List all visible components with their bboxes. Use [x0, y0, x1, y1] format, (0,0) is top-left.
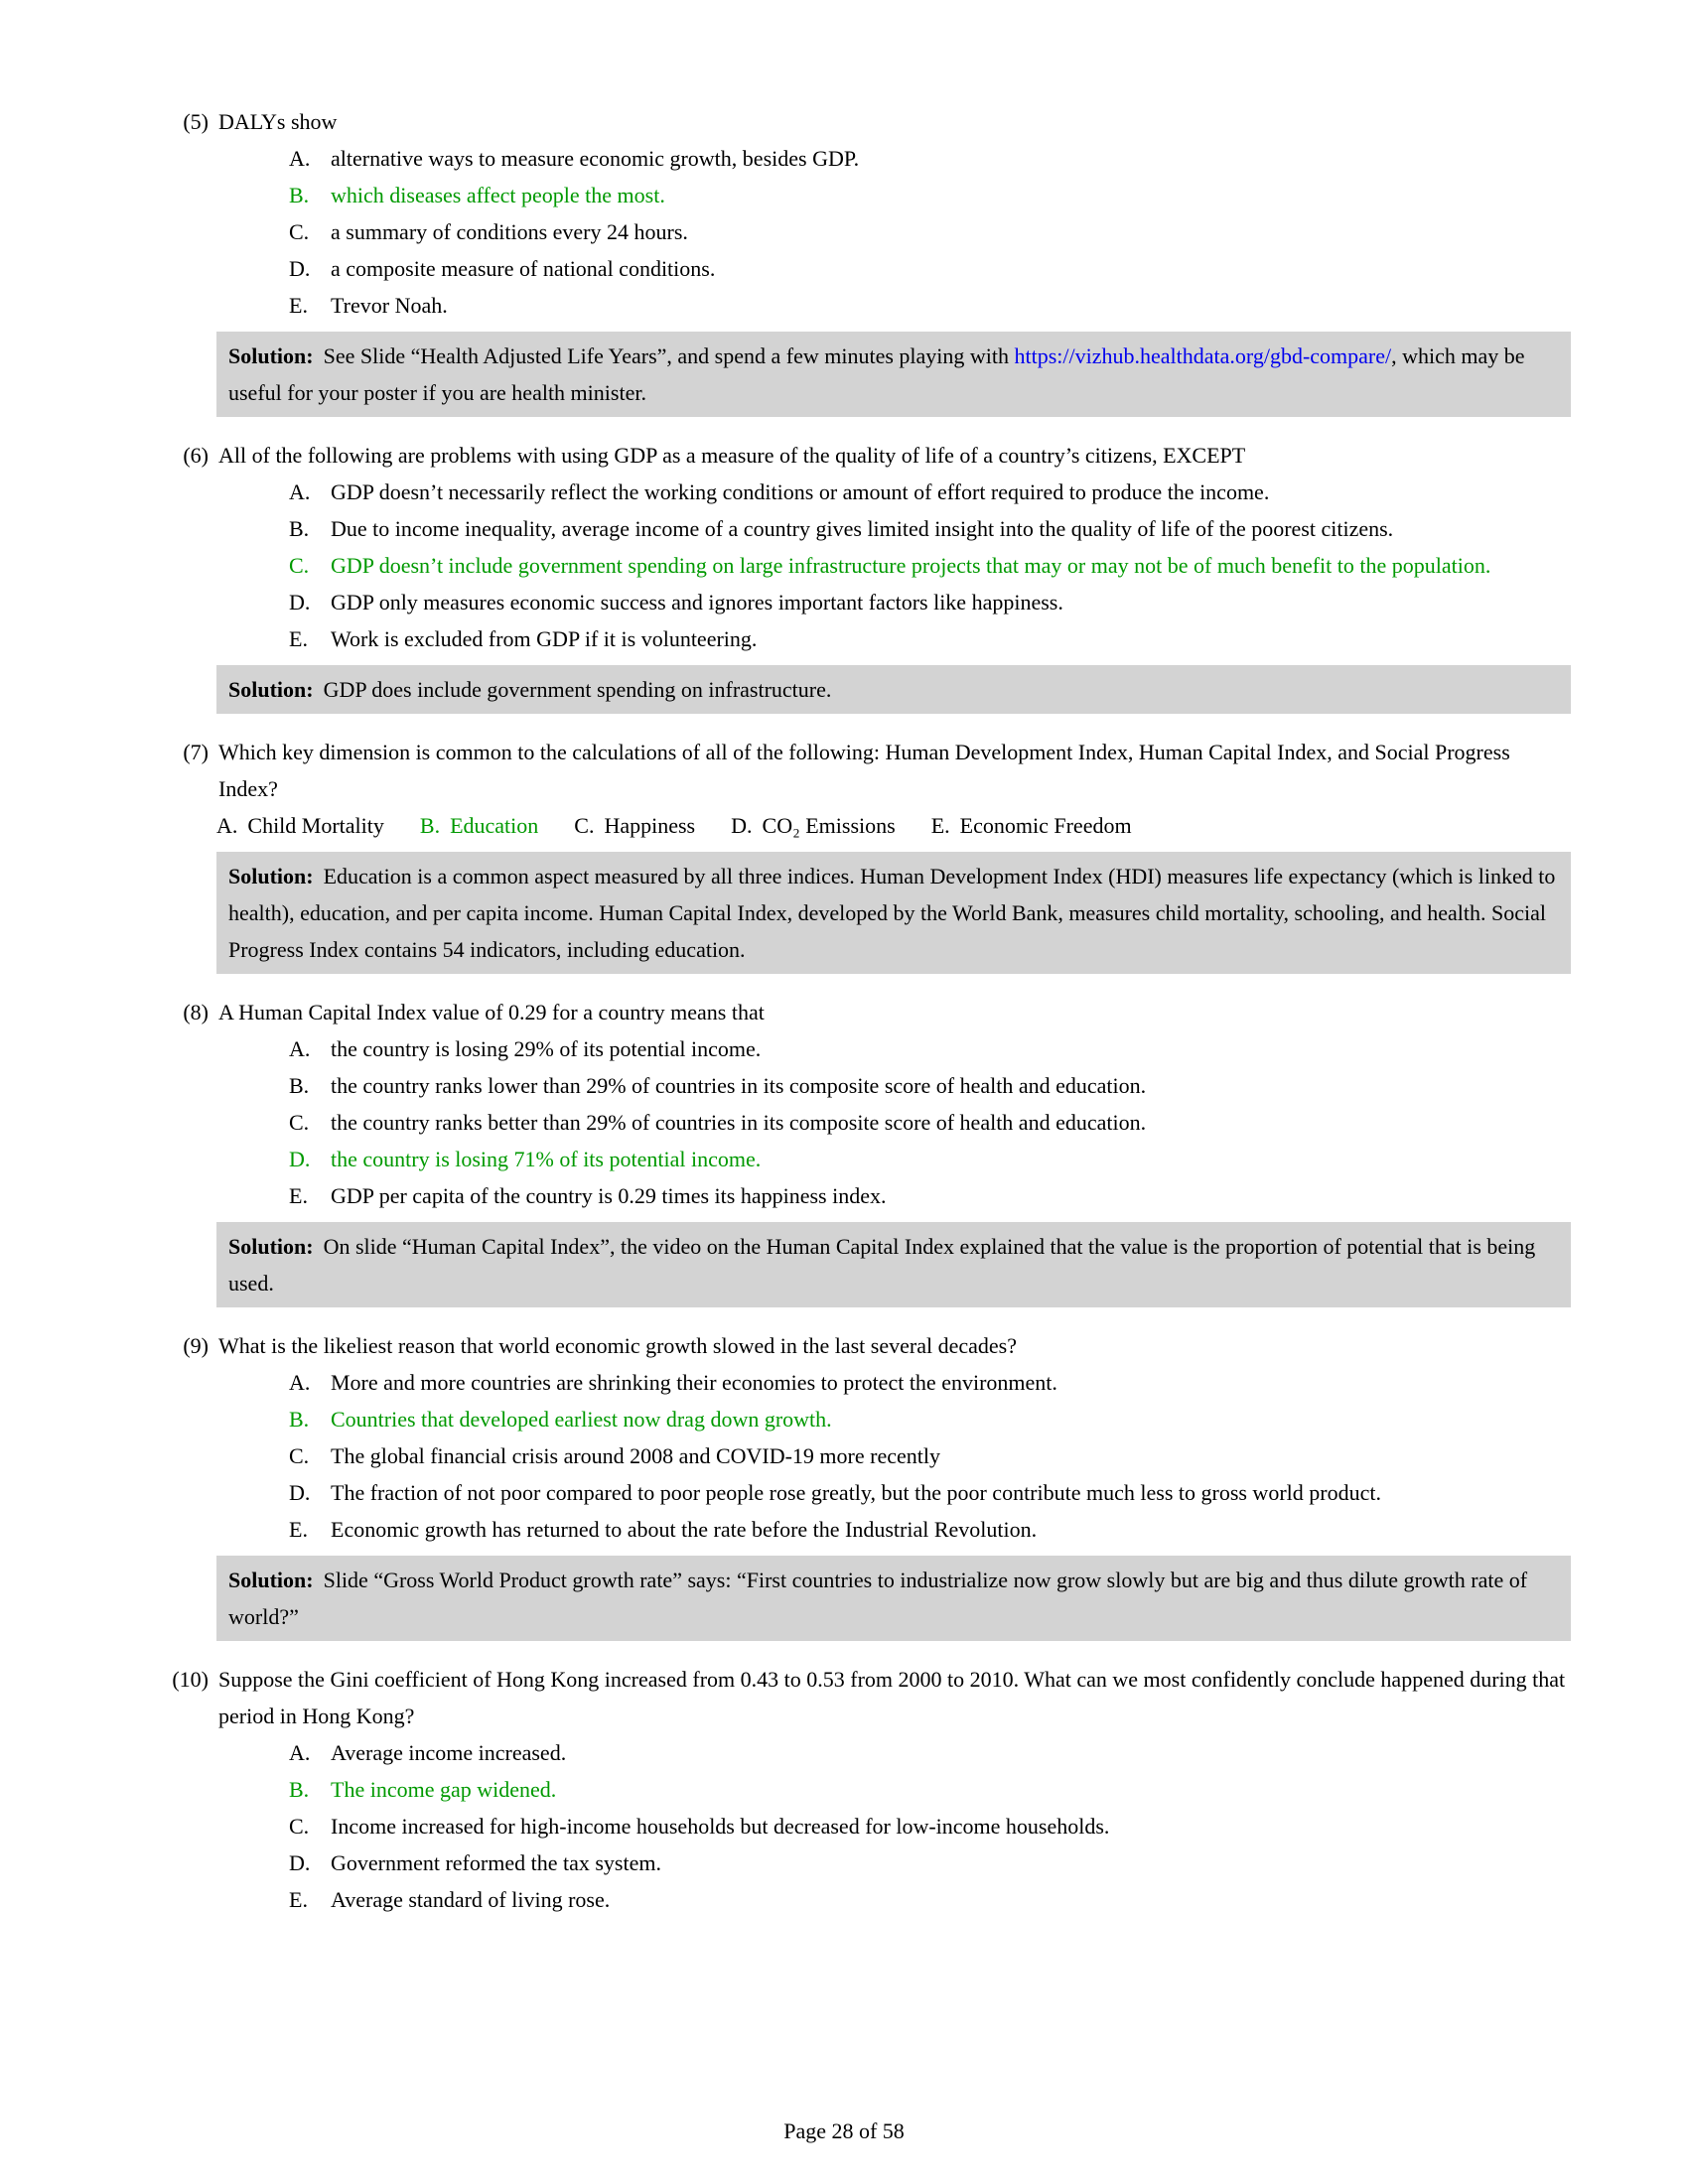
option-row — [289, 1437, 1571, 1474]
option-text: Average income increased. — [331, 1740, 567, 1765]
option-row — [931, 807, 1132, 844]
question-head — [139, 994, 1571, 1030]
question-head — [139, 437, 1571, 474]
option-row — [289, 1734, 1571, 1771]
option-row — [289, 1067, 1571, 1104]
solution-box — [216, 1222, 1571, 1307]
question-number: (9) — [183, 1333, 209, 1358]
solution-paragraph — [228, 1562, 1557, 1635]
solution-text: Education is a common aspect measured by all three indices. Human Development Index (HDI) measures life expectancy (which is linked to health), education, and per capita income. Human Capital Index, developed by the World Bank, measures child mortality, schooling, and health. Social Progress Index contains 54 indicators, including education. — [228, 864, 1556, 962]
option-row — [289, 287, 1571, 324]
option-row — [289, 510, 1571, 547]
option-letter: B. — [289, 1777, 310, 1802]
option-letter: D. — [289, 590, 311, 614]
option-letter: E. — [289, 1887, 308, 1912]
option-row — [289, 213, 1571, 250]
question-8 — [139, 994, 1571, 1307]
solution-label: Solution: — [228, 1568, 314, 1592]
question-text: All of the following are problems with using GDP as a measure of the quality of life of a country’s citizens, EXCEPT — [218, 443, 1246, 468]
solution-text: Slide “Gross World Product growth rate” says: “First countries to industrialize now grow slowly but are big and thus dilute growth rate of world?” — [228, 1568, 1528, 1629]
option-letter: B. — [289, 1073, 310, 1098]
option-letter: A. — [289, 146, 311, 171]
option-row — [289, 620, 1571, 657]
solution-paragraph — [228, 858, 1557, 968]
option-text: Income increased for high-income households but decreased for low-income households. — [331, 1814, 1110, 1839]
question-text: What is the likeliest reason that world economic growth slowed in the last several decades? — [218, 1333, 1017, 1358]
option-row-correct — [289, 1771, 1571, 1808]
options-list — [139, 140, 1571, 324]
option-letter: D. — [731, 813, 753, 838]
option-row-correct — [289, 177, 1571, 213]
option-letter: D. — [289, 1850, 311, 1875]
option-text: GDP only measures economic success and ignores important factors like happiness. — [331, 590, 1063, 614]
option-letter: B. — [289, 516, 310, 541]
option-row — [731, 807, 896, 844]
option-text: Countries that developed earliest now drag down growth. — [331, 1407, 832, 1432]
options-list — [139, 474, 1571, 657]
option-text: Happiness — [604, 813, 696, 838]
option-text: the country ranks better than 29% of countries in its composite score of health and education. — [331, 1110, 1147, 1135]
option-row — [289, 474, 1571, 510]
option-letter: B. — [289, 183, 310, 207]
question-7 — [139, 734, 1571, 974]
option-letter: E. — [289, 1183, 308, 1208]
question-head — [139, 1661, 1571, 1734]
option-row — [289, 1881, 1571, 1918]
option-text: The fraction of not poor compared to poor people rose greatly, but the poor contribute much less to gross world product. — [331, 1480, 1381, 1505]
solution-label: Solution: — [228, 677, 314, 702]
question-number: (6) — [183, 443, 209, 468]
option-row — [289, 1511, 1571, 1548]
question-number: (5) — [183, 109, 209, 134]
solution-box — [216, 1556, 1571, 1641]
option-letter: D. — [289, 1147, 311, 1171]
option-text: The global financial crisis around 2008 and COVID-19 more recently — [331, 1443, 940, 1468]
option-letter: B. — [289, 1407, 310, 1432]
question-head — [139, 103, 1571, 140]
option-letter: E. — [289, 626, 308, 651]
option-text: Child Mortality — [247, 813, 384, 838]
question-number: (10) — [172, 1667, 209, 1692]
solution-paragraph — [228, 1228, 1557, 1301]
solution-label: Solution: — [228, 343, 314, 368]
option-text: GDP doesn’t necessarily reflect the working conditions or amount of effort required to produce the income. — [331, 479, 1270, 504]
option-row — [289, 1030, 1571, 1067]
option-row-correct — [289, 1141, 1571, 1177]
option-letter: C. — [289, 553, 310, 578]
option-text: CO₂ Emissions — [762, 813, 896, 838]
options-list — [139, 1030, 1571, 1214]
option-row — [289, 1474, 1571, 1511]
solution-box — [216, 665, 1571, 714]
option-text: Average standard of living rose. — [331, 1887, 611, 1912]
option-row-correct — [420, 807, 538, 844]
question-head — [139, 1327, 1571, 1364]
question-text: DALYs show — [218, 109, 338, 134]
question-text: A Human Capital Index value of 0.29 for a country means that — [218, 1000, 765, 1024]
solution-paragraph — [228, 671, 1557, 708]
solution-text: GDP does include government spending on infrastructure. — [323, 677, 832, 702]
option-row-correct — [289, 1401, 1571, 1437]
option-letter: A. — [289, 1036, 311, 1061]
option-text: Due to income inequality, average income of a country gives limited insight into the quality of life of the poorest citizens. — [331, 516, 1394, 541]
option-letter: C. — [289, 219, 310, 244]
option-row — [289, 584, 1571, 620]
question-6 — [139, 437, 1571, 714]
options-list — [139, 1364, 1571, 1548]
page-footer: Page 28 of 58 — [783, 2118, 905, 2143]
option-row — [574, 807, 695, 844]
option-text: GDP doesn’t include government spending on large infrastructure projects that may or may not be of much benefit to the population. — [331, 553, 1491, 578]
options-list — [139, 1734, 1571, 1918]
option-letter: E. — [289, 293, 308, 318]
exam-content — [139, 103, 1571, 1918]
question-text: Which key dimension is common to the calculations of all of the following: Human Development Index, Human Capital Index, and Social Progress Index? — [218, 740, 1510, 801]
solution-text: On slide “Human Capital Index”, the video on the Human Capital Index explained that the value is the proportion of potential that is being used. — [228, 1234, 1536, 1296]
option-row — [289, 1177, 1571, 1214]
option-text: Work is excluded from GDP if it is volunteering. — [331, 626, 758, 651]
option-letter: A. — [289, 479, 311, 504]
option-letter: C. — [289, 1443, 310, 1468]
option-text: alternative ways to measure economic growth, besides GDP. — [331, 146, 860, 171]
option-text: Economic Freedom — [959, 813, 1132, 838]
question-5 — [139, 103, 1571, 417]
option-letter: C. — [574, 813, 595, 838]
option-letter: A. — [289, 1370, 311, 1395]
option-letter: D. — [289, 256, 311, 281]
option-text: a composite measure of national conditions. — [331, 256, 716, 281]
option-text: Economic growth has returned to about the rate before the Industrial Revolution. — [331, 1517, 1038, 1542]
question-text: Suppose the Gini coefficient of Hong Kong increased from 0.43 to 0.53 from 2000 to 2010. What can we most confidently conclude happened during that period in Hong Kong? — [218, 1667, 1566, 1728]
option-text: GDP per capita of the country is 0.29 times its happiness index. — [331, 1183, 887, 1208]
option-letter: E. — [930, 813, 950, 838]
option-text: Education — [450, 813, 539, 838]
option-text: the country is losing 29% of its potential income. — [331, 1036, 762, 1061]
option-text: The income gap widened. — [331, 1777, 557, 1802]
inline-options-list — [139, 807, 1571, 844]
option-text: the country ranks lower than 29% of countries in its composite score of health and education. — [331, 1073, 1147, 1098]
solution-box — [216, 332, 1571, 417]
option-text: More and more countries are shrinking their economies to protect the environment. — [331, 1370, 1057, 1395]
option-letter: D. — [289, 1480, 311, 1505]
option-row — [289, 140, 1571, 177]
option-row — [289, 1808, 1571, 1844]
question-number: (8) — [183, 1000, 209, 1024]
question-10 — [139, 1661, 1571, 1918]
solution-text: See Slide “Health Adjusted Life Years”, and spend a few minutes playing with — [323, 343, 1015, 368]
option-letter: A. — [216, 813, 238, 838]
solution-box — [216, 852, 1571, 974]
question-number: (7) — [183, 740, 209, 764]
question-9 — [139, 1327, 1571, 1641]
option-text: Government reformed the tax system. — [331, 1850, 661, 1875]
option-row — [289, 1364, 1571, 1401]
option-row-correct — [289, 547, 1571, 584]
option-text: which diseases affect people the most. — [331, 183, 665, 207]
solution-paragraph — [228, 338, 1557, 411]
option-row — [289, 250, 1571, 287]
solution-label: Solution: — [228, 1234, 314, 1259]
solution-link[interactable]: https://vizhub.healthdata.org/gbd-compare/ — [1014, 343, 1392, 368]
solution-text: , which may be useful for your poster if you are health minister. — [228, 343, 1525, 405]
option-letter: E. — [289, 1517, 308, 1542]
option-text: a summary of conditions every 24 hours. — [331, 219, 688, 244]
option-row — [289, 1104, 1571, 1141]
solution-label: Solution: — [228, 864, 314, 888]
option-row — [216, 807, 384, 844]
option-letter: C. — [289, 1110, 310, 1135]
option-letter: A. — [289, 1740, 311, 1765]
option-letter: B. — [419, 813, 441, 838]
option-text: the country is losing 71% of its potential income. — [331, 1147, 762, 1171]
option-text: Trevor Noah. — [331, 293, 448, 318]
option-row — [289, 1844, 1571, 1881]
question-head — [139, 734, 1571, 807]
option-letter: C. — [289, 1814, 310, 1839]
